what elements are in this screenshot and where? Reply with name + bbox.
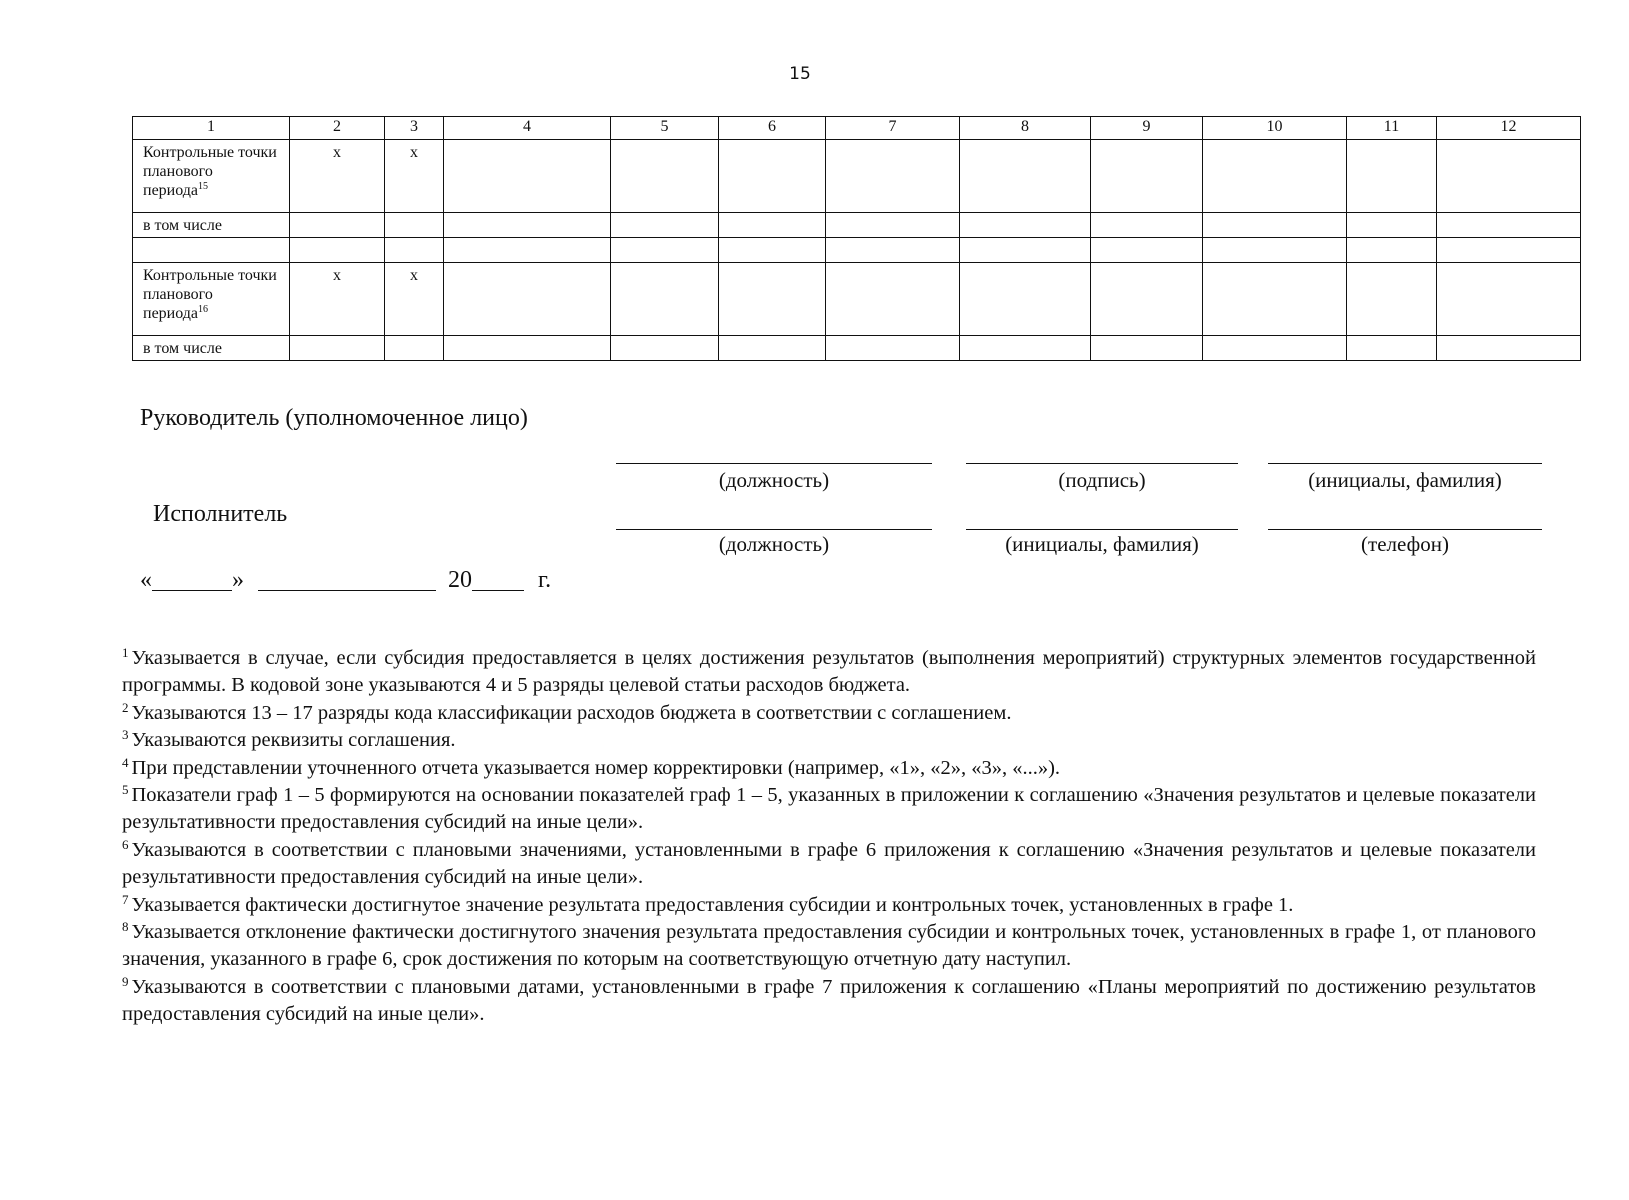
empty-cell xyxy=(960,213,1091,238)
empty-cell xyxy=(611,238,719,263)
footnote xyxy=(122,974,1536,1029)
column-header: 3 xyxy=(385,117,444,140)
footnote-text: Указываются в соответствии с плановыми значениями, установленными в графе 6 приложения к соглашению «Значения результатов и целевые показатели результативности предоставления субсидий на иные цели». xyxy=(122,838,1536,889)
head-name-line xyxy=(1268,463,1542,464)
footnote xyxy=(122,919,1536,974)
column-header: 12 xyxy=(1437,117,1581,140)
empty-cell xyxy=(1347,140,1437,213)
month-blank xyxy=(258,568,436,591)
date-open-quote: « xyxy=(140,567,152,593)
executor-title: Исполнитель xyxy=(153,501,288,527)
report-table xyxy=(132,116,1581,361)
empty-cell xyxy=(444,140,611,213)
page-number: 15 xyxy=(789,64,811,84)
empty-cell xyxy=(960,263,1091,336)
head-position-line xyxy=(616,463,932,464)
footnote-text: Указывается в случае, если субсидия предоставляется в целях достижения результатов (выполнения мероприятий) структурных элементов государственной программы. В кодовой зоне указываются 4 и 5 разряды целевой статьи расходов бюджета. xyxy=(122,647,1536,697)
empty-cell xyxy=(1091,213,1203,238)
table-row xyxy=(133,213,1581,238)
row-label xyxy=(133,238,290,263)
column-header: 7 xyxy=(826,117,960,140)
date-field xyxy=(140,567,551,594)
empty-cell xyxy=(611,140,719,213)
table-row xyxy=(133,263,1581,336)
empty-cell xyxy=(1437,238,1581,263)
empty-cell xyxy=(1091,140,1203,213)
empty-cell xyxy=(826,263,960,336)
footnote-number: 8 xyxy=(122,919,129,935)
day-blank xyxy=(152,568,232,591)
empty-cell xyxy=(385,213,444,238)
empty-cell xyxy=(719,238,826,263)
head-position-caption: (должность) xyxy=(718,468,830,492)
empty-cell xyxy=(1091,238,1203,263)
empty-cell xyxy=(444,263,611,336)
footnote xyxy=(122,837,1536,892)
empty-cell xyxy=(960,336,1091,361)
x-mark: x xyxy=(385,140,444,213)
year-prefix: 20 xyxy=(448,567,472,593)
empty-cell xyxy=(1347,336,1437,361)
empty-cell xyxy=(826,238,960,263)
column-header: 8 xyxy=(960,117,1091,140)
empty-cell xyxy=(826,213,960,238)
head-signature-caption: (подпись) xyxy=(1058,468,1146,492)
column-header: 1 xyxy=(133,117,290,140)
row-label xyxy=(133,213,290,238)
footnote-number: 1 xyxy=(122,645,129,660)
empty-cell xyxy=(1437,336,1581,361)
year-blank xyxy=(472,568,524,591)
executor-position-line xyxy=(616,529,932,530)
row-label-text: в том числе xyxy=(143,217,222,234)
executor-position-caption: (должность) xyxy=(718,532,830,556)
column-header: 5 xyxy=(611,117,719,140)
footnote-number: 7 xyxy=(122,891,129,907)
empty-cell xyxy=(826,336,960,361)
empty-cell xyxy=(960,238,1091,263)
footnote-ref: 15 xyxy=(198,181,209,193)
empty-cell xyxy=(290,238,385,263)
empty-cell xyxy=(719,336,826,361)
empty-cell xyxy=(719,263,826,336)
empty-cell xyxy=(1437,140,1581,213)
footnote-number: 3 xyxy=(122,727,129,743)
footnote xyxy=(122,892,1536,919)
empty-cell xyxy=(719,213,826,238)
empty-cell xyxy=(719,140,826,213)
empty-cell xyxy=(444,336,611,361)
footnote-text: При представлении уточненного отчета указывается номер корректировки (например, «1», «2», «3», «...»). xyxy=(131,756,1061,779)
executor-name-line xyxy=(966,529,1238,530)
footnote-number: 5 xyxy=(122,782,129,798)
row-label xyxy=(133,336,290,361)
x-mark: x xyxy=(290,140,385,213)
column-header: 2 xyxy=(290,117,385,140)
head-name-caption: (инициалы, фамилия) xyxy=(1308,468,1502,492)
empty-cell xyxy=(290,336,385,361)
row-label xyxy=(133,263,290,336)
empty-cell xyxy=(611,263,719,336)
footnote-text: Указываются 13 – 17 разряды кода классификации расходов бюджета в соответствии с соглашением. xyxy=(131,701,1012,724)
empty-cell xyxy=(444,238,611,263)
footnote-text: Показатели граф 1 – 5 формируются на основании показателей граф 1 – 5, указанных в приложении к соглашению «Значения результатов и целевые показатели результативности предоставления субсидий на иные цели». xyxy=(122,784,1536,834)
footnote-number: 4 xyxy=(122,754,129,770)
empty-cell xyxy=(1203,336,1347,361)
empty-cell xyxy=(1437,263,1581,336)
empty-cell xyxy=(1437,213,1581,238)
empty-cell xyxy=(290,213,385,238)
column-header: 9 xyxy=(1091,117,1203,140)
empty-cell xyxy=(611,336,719,361)
row-label-text: Контрольные точки планового периода xyxy=(143,144,277,200)
header-row xyxy=(133,117,1581,140)
footnote-number: 6 xyxy=(122,836,129,852)
footnote xyxy=(122,755,1536,782)
empty-cell xyxy=(1203,238,1347,263)
empty-cell xyxy=(444,213,611,238)
head-signature-title: Руководитель (уполномоченное лицо) xyxy=(140,405,528,431)
empty-cell xyxy=(1203,213,1347,238)
executor-phone-caption: (телефон) xyxy=(1361,532,1449,556)
empty-cell xyxy=(385,238,444,263)
empty-cell xyxy=(826,140,960,213)
head-signature-line xyxy=(966,463,1238,464)
executor-phone-line xyxy=(1268,529,1542,530)
empty-cell xyxy=(1347,238,1437,263)
footnote-text: Указывается фактически достигнутое значение результата предоставления субсидии и контрольных точек, установленных в графе 1. xyxy=(131,893,1294,916)
footnote-number: 2 xyxy=(122,699,129,715)
empty-cell xyxy=(1347,213,1437,238)
empty-cell xyxy=(1347,263,1437,336)
footnote-text: Указывается отклонение фактически достигнутого значения результата предоставления субсидии и контрольных точек, установленных в графе 1, от планового значения, указанного в графе 6, срок достижения по которым на соответствующую отчетную дату наступил. xyxy=(122,921,1536,971)
empty-cell xyxy=(960,140,1091,213)
column-header: 11 xyxy=(1347,117,1437,140)
footnote xyxy=(122,782,1536,837)
date-close-quote: » xyxy=(232,567,244,593)
footnotes xyxy=(122,645,1536,1029)
executor-name-caption: (инициалы, фамилия) xyxy=(1005,532,1199,556)
empty-cell xyxy=(1203,140,1347,213)
footnote xyxy=(122,700,1536,727)
x-mark: x xyxy=(385,263,444,336)
empty-cell xyxy=(385,336,444,361)
footnote-text: Указываются реквизиты соглашения. xyxy=(131,729,456,752)
empty-cell xyxy=(1091,336,1203,361)
footnote-ref: 16 xyxy=(198,304,209,316)
table-row xyxy=(133,336,1581,361)
table-row xyxy=(133,140,1581,213)
column-header: 4 xyxy=(444,117,611,140)
year-suffix: г. xyxy=(538,567,552,593)
row-label xyxy=(133,140,290,213)
empty-cell xyxy=(611,213,719,238)
row-label-text: Контрольные точки планового периода xyxy=(143,267,277,323)
footnote-number: 9 xyxy=(122,973,129,989)
footnote xyxy=(122,645,1536,700)
footnote-text: Указываются в соответствии с плановыми датами, установленными в графе 7 приложения к соглашению «Планы мероприятий по достижению результатов предоставления субсидий на иные цели». xyxy=(122,975,1536,1026)
footnote xyxy=(122,727,1536,754)
column-header: 6 xyxy=(719,117,826,140)
column-header: 10 xyxy=(1203,117,1347,140)
empty-cell xyxy=(1091,263,1203,336)
table-row xyxy=(133,238,1581,263)
row-label-text: в том числе xyxy=(143,340,222,357)
x-mark: x xyxy=(290,263,385,336)
empty-cell xyxy=(1203,263,1347,336)
